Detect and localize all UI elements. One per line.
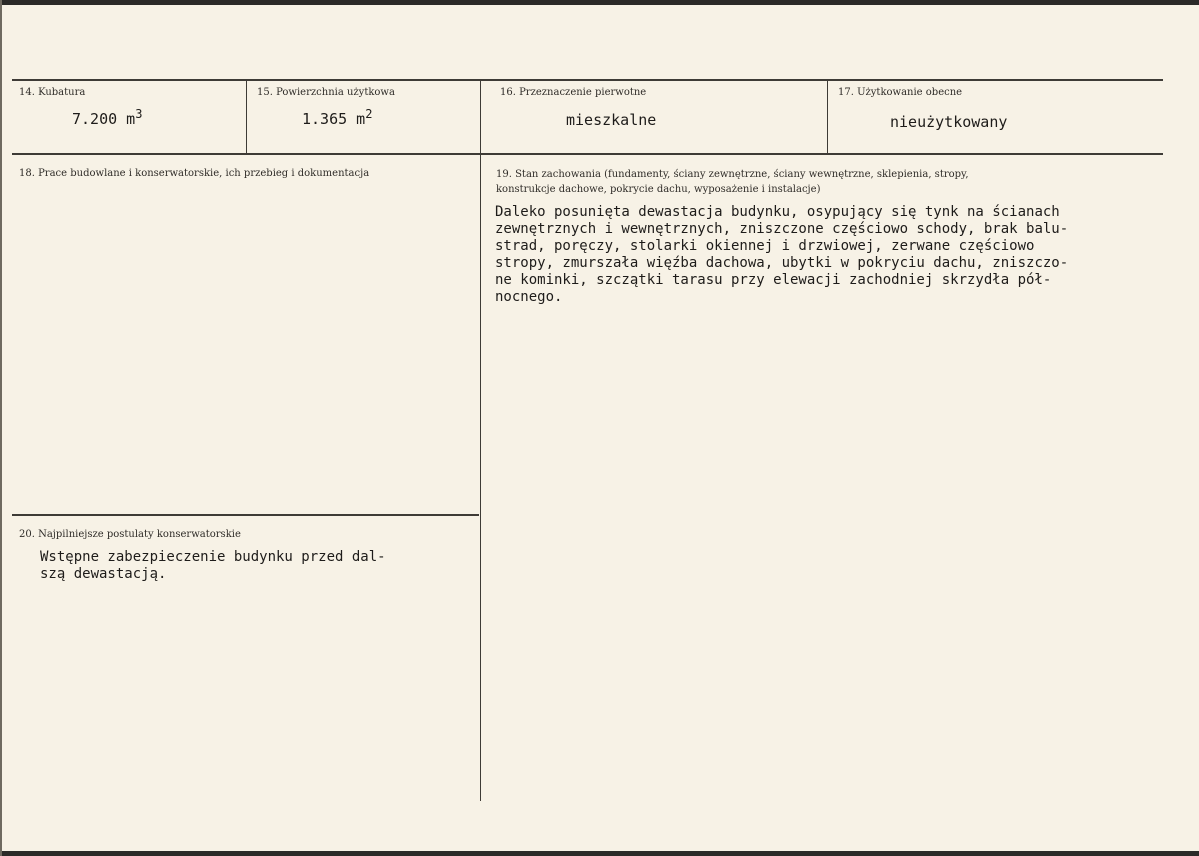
przeznaczenie-value: mieszkalne <box>566 111 657 129</box>
stan-line: Daleko posunięta dewastacja budynku, osypujący się tynk na ścianach <box>495 204 1060 220</box>
postulaty-line: Wstępne zabezpieczenie budynku przed dal- <box>40 549 386 565</box>
przeznaczenie-label: 16. Przeznaczenie pierwotne <box>500 87 647 98</box>
kubatura-label: 14. Kubatura <box>19 87 86 98</box>
kubatura-exponent: 3 <box>135 107 143 121</box>
divider-14-15 <box>246 79 247 153</box>
kubatura-number: 7.200 m <box>72 110 136 128</box>
section-20-rule <box>12 514 479 516</box>
stan-label-line1: 19. Stan zachowania (fundamenty, ściany zewnętrzne, ściany wewnętrzne, sklepienia, stropy, <box>496 169 969 180</box>
top-border <box>0 0 1199 5</box>
powierzchnia-exponent: 2 <box>365 107 373 121</box>
uzytkowanie-value: nieużytkowany <box>890 113 1008 131</box>
stan-text <box>495 204 1068 306</box>
stan-line: nocnego. <box>495 289 563 305</box>
postulaty-text <box>40 549 386 583</box>
kubatura-value <box>72 107 143 128</box>
stan-line: ne kominki, szczątki tarasu przy elewacji zachodniej skrzydła pół- <box>495 272 1052 288</box>
stan-line: zewnętrznych i wewnętrznych, zniszczone częściowo schody, brak balu- <box>495 221 1069 237</box>
top-rule <box>12 79 1163 81</box>
powierzchnia-label: 15. Powierzchnia użytkowa <box>257 87 395 98</box>
postulaty-line: szą dewastacją. <box>40 566 167 582</box>
powierzchnia-value <box>302 107 373 128</box>
uzytkowanie-label: 17. Użytkowanie obecne <box>838 87 963 98</box>
postulaty-label: 20. Najpilniejsze postulaty konserwatorskie <box>19 529 241 540</box>
prace-label: 18. Prace budowlane i konserwatorskie, ich przebieg i dokumentacja <box>19 168 370 179</box>
powierzchnia-number: 1.365 m <box>302 110 366 128</box>
main-divider <box>480 79 481 801</box>
left-border <box>0 0 2 856</box>
bottom-border <box>0 851 1199 856</box>
stan-line: stropy, zmurszała więźba dachowa, ubytki w pokryciu dachu, zniszczo- <box>495 255 1069 271</box>
middle-rule <box>12 153 1163 155</box>
stan-line: strad, poręczy, stolarki okiennej i drzwiowej, zerwane częściowo <box>495 238 1035 254</box>
stan-label-line2: konstrukcje dachowe, pokrycie dachu, wyposażenie i instalacje) <box>496 184 821 195</box>
divider-16-17 <box>827 79 828 153</box>
